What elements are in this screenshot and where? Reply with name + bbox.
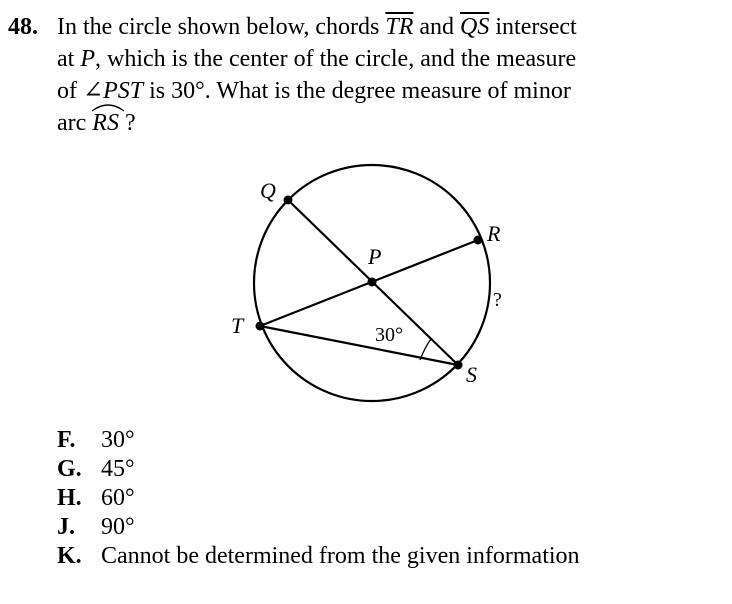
label-t: T xyxy=(231,313,244,338)
choice-text: Cannot be determined from the given information xyxy=(101,543,580,569)
question-number: 48. xyxy=(8,14,38,40)
question-text-2b: , which is the center of the circle, and the measure xyxy=(95,46,577,72)
label-r: R xyxy=(487,221,501,246)
label-p: P xyxy=(368,244,382,269)
answer-choices xyxy=(57,426,580,571)
angle-arc xyxy=(420,339,431,360)
choice-letter: K. xyxy=(57,543,82,569)
angle-label: ∠PST xyxy=(83,78,144,104)
chord-qs-label: $\overline{QS}$ xyxy=(460,14,490,40)
choice-letter: J. xyxy=(57,514,75,540)
unknown-arc-label: ? xyxy=(493,289,502,311)
choice-h[interactable] xyxy=(57,484,580,513)
choice-j[interactable] xyxy=(57,513,580,542)
arc-name: RS xyxy=(92,110,119,136)
point-t xyxy=(256,322,265,331)
choice-letter: F. xyxy=(57,427,76,453)
choice-f[interactable] xyxy=(57,426,580,455)
choice-g[interactable] xyxy=(57,455,580,484)
choice-letter: H. xyxy=(57,485,82,511)
choice-text: 45° xyxy=(101,456,135,482)
label-q: Q xyxy=(260,178,276,203)
angle-value-label: 30° xyxy=(375,324,403,346)
point-r xyxy=(474,236,483,245)
question-text-3b: is 30°. What is the degree measure of minor xyxy=(143,78,571,104)
choice-text: 60° xyxy=(101,485,135,511)
segment-ts xyxy=(260,326,458,365)
center-point-label: P xyxy=(80,46,95,72)
point-q xyxy=(284,196,293,205)
point-s xyxy=(454,361,463,370)
choice-text: 30° xyxy=(101,427,135,453)
question-text-2a: at xyxy=(57,46,81,72)
question-text-4a: arc xyxy=(57,110,93,136)
question-text-4b: ? xyxy=(118,110,136,136)
question-text-1b: and xyxy=(413,14,461,40)
question-text-1c: intersect xyxy=(489,14,577,40)
question-text-3a: of xyxy=(57,78,83,104)
question-text-1a: In the circle shown below, chords xyxy=(57,14,386,40)
point-p xyxy=(368,278,377,287)
label-s: S xyxy=(466,362,477,387)
choice-letter: G. xyxy=(57,456,82,482)
chord-tr-label: $\overline{TR}$ xyxy=(385,14,414,40)
choice-k[interactable] xyxy=(57,542,580,571)
choice-text: 90° xyxy=(101,514,135,540)
